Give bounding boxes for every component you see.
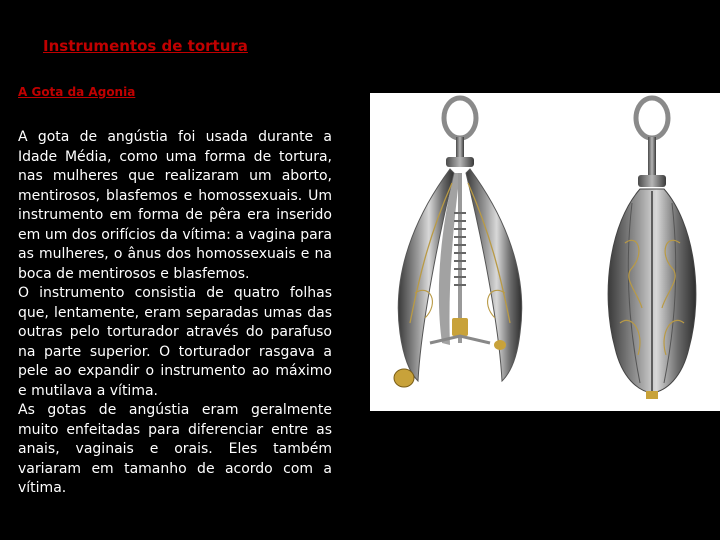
paragraph-3: As gotas de angústia eram geralmente muito enfeitadas para diferenciar entre as anais, vaginais e orais. Eles também variaram em tamanho de acordo com a vítima. <box>18 402 332 496</box>
slide-title: Instrumentos de tortura <box>43 37 248 55</box>
pear-of-anguish-illustration <box>370 93 720 411</box>
paragraph-2: O instrumento consistia de quatro folhas que, lentamente, eram separadas umas das outras pelo torturador através do parafuso na parte superior. O torturador rasgava a pele ao expandir o instrumento ao máximo e mutilava a vítima. <box>18 285 332 399</box>
body-text <box>18 128 332 499</box>
open-instrument <box>394 98 522 387</box>
pear-of-anguish-photo <box>370 93 720 411</box>
closed-instrument <box>608 98 696 399</box>
paragraph-1: A gota de angústia foi usada durante a Idade Média, como uma forma de tortura, nas mulheres que realizaram um aborto, mentirosos, blasfemos e homossexuais. Um instrumento em forma de pêra era inserido em um dos orifícios da vítima: a vagina para as mulheres, o ânus dos homossexuais e na boca de mentirosos e blasfemos. <box>18 129 332 282</box>
slide-subtitle: A Gota da Agonia <box>18 85 136 99</box>
